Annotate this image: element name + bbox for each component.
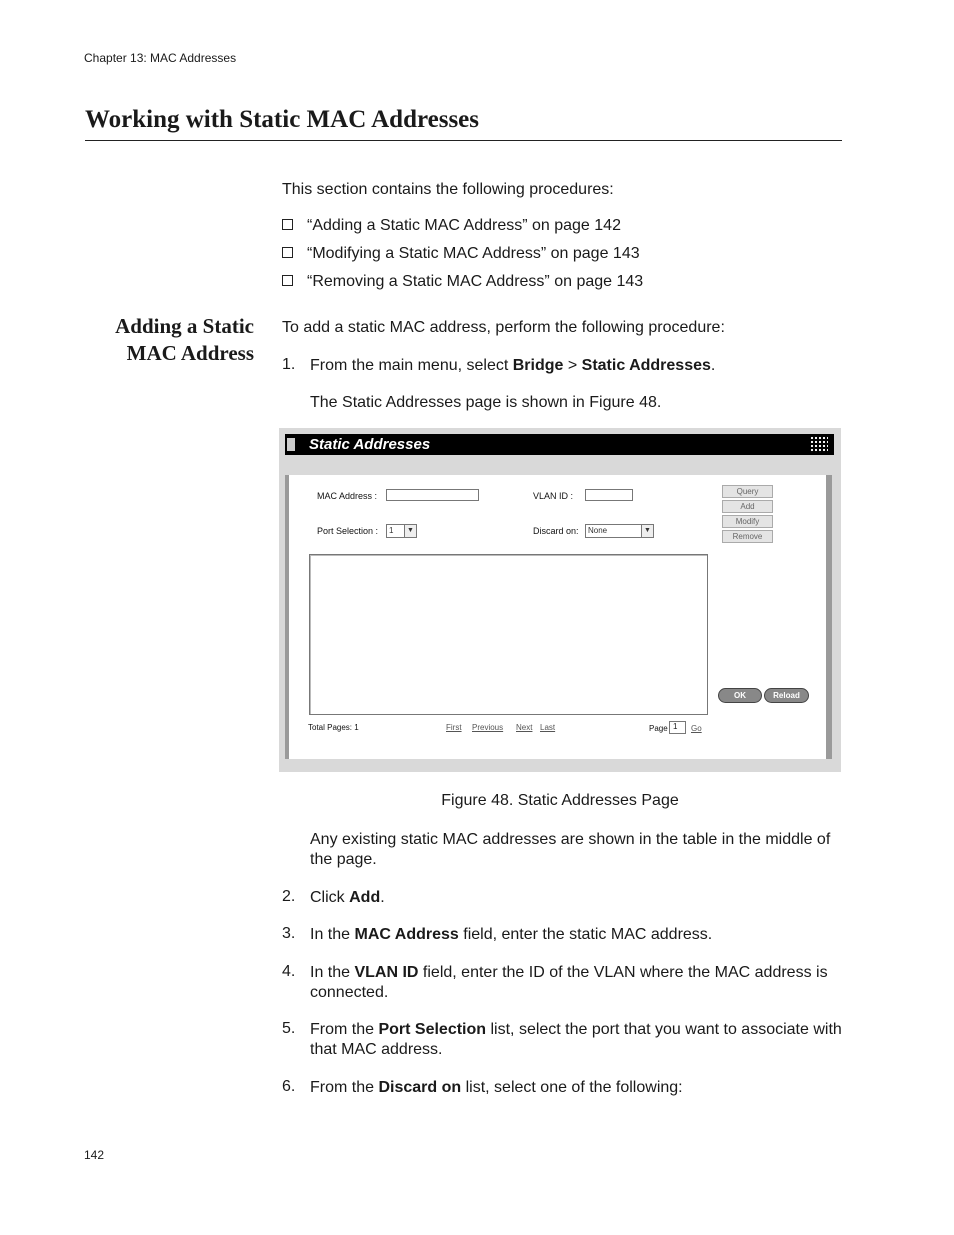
mac-address-input[interactable] — [386, 489, 479, 501]
bullet-item — [282, 217, 621, 235]
addresses-table[interactable] — [309, 554, 708, 715]
mac-address-label: MAC Address : — [317, 491, 378, 501]
step-text: In the VLAN ID field, enter the ID of the VLAN where the MAC address is connected. — [310, 964, 828, 1001]
vlan-id-input[interactable] — [585, 489, 633, 501]
checkbox-bullet-icon — [282, 247, 293, 258]
last-link[interactable]: Last — [540, 723, 556, 732]
figure-caption: Figure 48. Static Addresses Page — [441, 792, 679, 809]
window-title: Static Addresses — [309, 436, 431, 453]
step-number: 6. — [282, 1078, 296, 1095]
discard-on-label: Discard on: — [533, 526, 579, 536]
remove-button[interactable]: Remove — [722, 530, 773, 543]
page-number: 142 — [84, 1148, 105, 1162]
port-selection-label: Port Selection : — [317, 526, 379, 536]
bullet-item — [282, 245, 640, 263]
bullet-text: “Removing a Static MAC Address” on page 143 — [307, 273, 644, 290]
step-text: In the MAC Address field, enter the static MAC address. — [310, 926, 713, 943]
discard-on-select[interactable] — [585, 524, 654, 538]
page-label: Page — [649, 724, 668, 733]
previous-link[interactable]: Previous — [472, 723, 504, 732]
section-intro: This section contains the following procedures: — [282, 181, 614, 198]
modify-button[interactable]: Modify — [722, 515, 773, 528]
add-button[interactable]: Add — [722, 500, 773, 513]
total-pages: Total Pages: 1 — [308, 723, 359, 732]
step-number: 2. — [282, 888, 296, 905]
titlebar-marker — [287, 438, 295, 451]
reload-button[interactable]: Reload — [764, 688, 809, 703]
after-figure-text: Any existing static MAC addresses are shown in the table in the middle of the page. — [310, 831, 831, 868]
static-addresses-figure — [279, 428, 841, 772]
form-panel — [285, 475, 832, 759]
window-titlebar — [285, 434, 834, 455]
chevron-down-icon[interactable]: ▼ — [404, 525, 416, 537]
step-note: The Static Addresses page is shown in Figure 48. — [310, 394, 662, 411]
vlan-id-label: VLAN ID : — [533, 491, 574, 501]
logo-icon — [810, 436, 828, 453]
checkbox-bullet-icon — [282, 275, 293, 286]
discard-on-value: None — [588, 526, 608, 535]
step-text: From the Port Selection list, select the port that you want to associate with that MAC address. — [310, 1021, 842, 1058]
subsection-title — [85, 313, 254, 367]
title-rule — [85, 140, 842, 141]
chapter-header: Chapter 13: MAC Addresses — [84, 51, 237, 65]
checkbox-bullet-icon — [282, 219, 293, 230]
step-text: From the main menu, select Bridge > Static Addresses. — [310, 357, 716, 374]
step-number: 5. — [282, 1020, 296, 1037]
subsection-title-line1: Adding a Static — [115, 314, 254, 338]
bullet-item — [282, 273, 643, 291]
step-text: From the Discard on list, select one of the following: — [310, 1079, 683, 1096]
port-selection-select[interactable] — [386, 524, 417, 538]
subsection-intro: To add a static MAC address, perform the following procedure: — [282, 319, 725, 336]
page-input[interactable]: 1 — [669, 721, 686, 734]
bullet-text: “Adding a Static MAC Address” on page 142 — [307, 217, 621, 234]
step-number: 1. — [282, 356, 296, 373]
section-title: Working with Static MAC Addresses — [85, 106, 480, 133]
first-link[interactable]: First — [446, 723, 462, 732]
ok-button[interactable]: OK — [718, 688, 762, 703]
bullet-text: “Modifying a Static MAC Address” on page 143 — [307, 245, 640, 262]
chevron-down-icon[interactable]: ▼ — [641, 525, 653, 537]
step-number: 4. — [282, 963, 296, 980]
step-number: 3. — [282, 925, 296, 942]
go-link[interactable]: Go — [691, 724, 702, 733]
subsection-title-line2: MAC Address — [126, 341, 254, 365]
query-button[interactable]: Query — [722, 485, 773, 498]
port-selection-value: 1 — [389, 526, 394, 535]
step-text: Click Add. — [310, 889, 385, 906]
next-link[interactable]: Next — [516, 723, 533, 732]
